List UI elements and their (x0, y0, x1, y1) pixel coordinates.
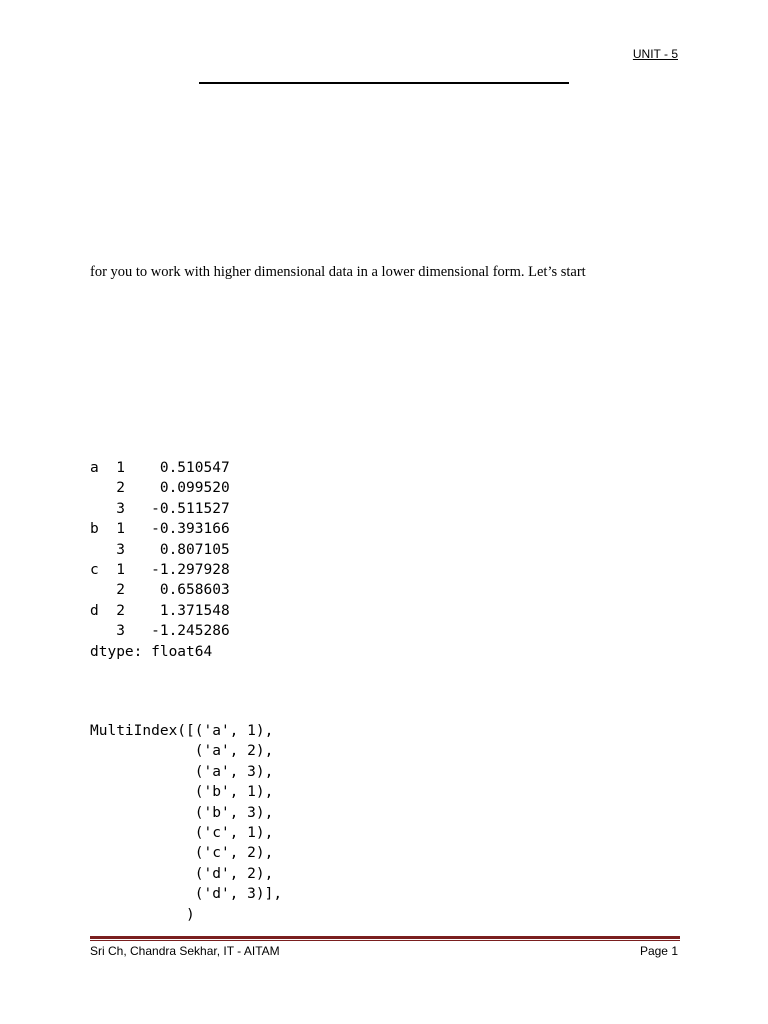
body-paragraph: for you to work with higher dimensional data in a lower dimensional form. Let’s start (90, 264, 586, 280)
header-divider (199, 82, 569, 84)
page-number: Page 1 (639, 944, 678, 958)
multiindex-output-block: MultiIndex([('a', 1), ('a', 2), ('a', 3), ('b', 1), ('b', 3), ('c', 1), ('c', 2), ('d', 2), ('d', 3)], ) (90, 723, 283, 923)
footer-author: Sri Ch, Chandra Sekhar, IT - AITAM (90, 944, 280, 958)
series-output-block: a 1 0.510547 2 0.099520 3 -0.511527 b 1 -0.393166 3 0.807105 c 1 -1.297928 2 0.658603 d 2 1.371548 3 -1.245286 dtype: float64 (90, 460, 230, 660)
unit-label: UNIT - 5 (632, 47, 678, 61)
footer-divider (90, 936, 680, 941)
